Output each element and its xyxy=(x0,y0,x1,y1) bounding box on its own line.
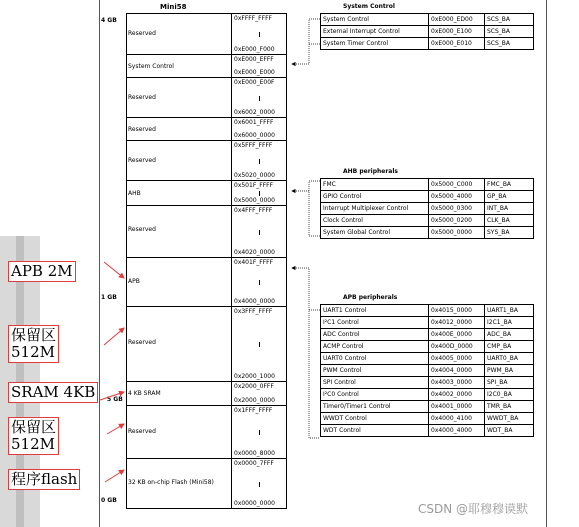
region-name: System Control xyxy=(128,63,174,70)
peripheral-name: ADC Control xyxy=(321,329,429,341)
peripheral-address: 0x4012_0000 xyxy=(429,317,485,329)
annotation-reserved-512m: 保留区 512M xyxy=(8,417,59,455)
region-addr-bottom: 0xE000_F000 xyxy=(234,46,275,53)
region-addr-top: 0x4FFF_FFFF xyxy=(234,207,273,214)
annotation-sram-4kb: SRAM 4KB xyxy=(8,382,98,403)
region-addr-bottom: 0x2000_1000 xyxy=(234,373,275,380)
peripheral-address: 0xE000_ED00 xyxy=(429,14,485,26)
region-addr-bottom: 0x6002_0000 xyxy=(234,109,275,116)
annotation-arrow-reserved-1 xyxy=(104,328,124,345)
peripheral-name: FMC xyxy=(321,179,429,191)
region-addr-top: 0x501F_FFFF xyxy=(234,182,274,189)
region-name: Reserved xyxy=(128,94,156,101)
gb-label-1gb: 1 GB xyxy=(101,294,117,301)
region-name: Reserved xyxy=(128,126,156,133)
peripheral-name: WWDT Control xyxy=(321,413,429,425)
apb-connector xyxy=(292,268,320,438)
peripheral-base: INT_BA xyxy=(485,203,534,215)
peripheral-address: 0x4003_0000 xyxy=(429,377,485,389)
region-name: AHB xyxy=(128,190,141,197)
region-name: APB xyxy=(128,278,140,285)
peripheral-name: System Global Control xyxy=(321,227,429,239)
peripheral-address: 0x4015_0000 xyxy=(429,305,485,317)
peripheral-address: 0x5000_0200 xyxy=(429,215,485,227)
annotation-arrow-flash xyxy=(105,470,124,482)
region-name: Reserved xyxy=(128,428,156,435)
region-addr-bottom: 0x5020_0000 xyxy=(234,172,275,179)
peripheral-base: WDT_BA xyxy=(485,425,534,437)
peripheral-name: ACMP Control xyxy=(321,341,429,353)
region-addr-bottom: 0xE000_E000 xyxy=(234,69,275,76)
annotation-reserved-512m: 保留区 512M xyxy=(8,325,59,363)
region-addr-top: 0x5FFF_FFFF xyxy=(234,142,273,149)
peripheral-base: FMC_BA xyxy=(485,179,534,191)
region-addr-top: 0x6001_FFFF xyxy=(234,119,274,126)
region-addr-top: 0x3FFF_FFFF xyxy=(234,308,273,315)
annotation-arrow-reserved-2 xyxy=(107,424,124,434)
annotation-program-flash: 程序flash xyxy=(8,469,80,490)
peripheral-address: 0x5000_C000 xyxy=(429,179,485,191)
region-name: Reserved xyxy=(128,339,156,346)
peripheral-base: I2C1_BA xyxy=(485,317,534,329)
annotation-arrow-apb xyxy=(104,262,124,278)
region-addr-bottom: 0x4020_0000 xyxy=(234,249,275,256)
watermark: CSDN @耶穆穆谟默 xyxy=(418,502,529,516)
peripheral-name: Clock Control xyxy=(321,215,429,227)
annotation-arrow-sram xyxy=(100,392,124,400)
peripheral-name: I²C1 Control xyxy=(321,317,429,329)
system-control-title: System Control xyxy=(343,3,395,10)
peripheral-name: System Control xyxy=(321,14,429,26)
region-addr-top: 0xFFFF_FFFF xyxy=(234,15,272,22)
peripheral-base: WWDT_BA xyxy=(485,413,534,425)
region-addr-top: 0x0000_7FFF xyxy=(234,460,274,467)
peripheral-name: UART0 Control xyxy=(321,353,429,365)
peripheral-name: System Timer Control xyxy=(321,38,429,50)
peripheral-address: 0x4005_0000 xyxy=(429,353,485,365)
peripheral-name: GPIO Control xyxy=(321,191,429,203)
peripheral-base: ADC_BA xyxy=(485,329,534,341)
peripheral-base: SCS_BA xyxy=(485,14,534,26)
peripheral-base: I2C0_BA xyxy=(485,389,534,401)
peripheral-address: 0x4000_4000 xyxy=(429,425,485,437)
region-addr-top: 0xE000_E00F xyxy=(234,79,275,86)
peripheral-name: WDT Control xyxy=(321,425,429,437)
system-control-connector xyxy=(292,19,320,64)
peripheral-address: 0xE000_E100 xyxy=(429,26,485,38)
region-addr-top: 0x2000_0FFF xyxy=(234,383,274,390)
peripheral-name: PWM Control xyxy=(321,365,429,377)
region-addr-bottom: 0x4000_0000 xyxy=(234,298,275,305)
memory-map-title: Mini58 xyxy=(160,3,187,11)
peripheral-address: 0x4002_0000 xyxy=(429,389,485,401)
apb-peripherals-title: APB peripherals xyxy=(343,294,398,301)
peripheral-address: 0x5000_4000 xyxy=(429,191,485,203)
peripheral-name: UART1 Control xyxy=(321,305,429,317)
peripheral-name: External Interrupt Control xyxy=(321,26,429,38)
region-name: 32 KB on-chip Flash (Mini58) xyxy=(128,479,214,486)
peripheral-base: UART0_BA xyxy=(485,353,534,365)
peripheral-address: 0x4004_0000 xyxy=(429,365,485,377)
annotation-apb-2m: APB 2M xyxy=(8,261,76,282)
region-name: 4 KB SRAM xyxy=(128,390,161,397)
peripheral-base: CLK_BA xyxy=(485,215,534,227)
peripheral-address: 0xE000_E010 xyxy=(429,38,485,50)
peripheral-address: 0x4001_0000 xyxy=(429,401,485,413)
peripheral-base: CMP_BA xyxy=(485,341,534,353)
ahb-connector xyxy=(292,181,320,236)
peripheral-base: SPI_BA xyxy=(485,377,534,389)
region-name: Reserved xyxy=(128,226,156,233)
region-addr-bottom: 0x6000_0000 xyxy=(234,132,275,139)
peripheral-address: 0x400D_0000 xyxy=(429,341,485,353)
gb-label-0gb: 0 GB xyxy=(101,497,117,504)
region-addr-top: 0x1FFF_FFFF xyxy=(234,407,273,414)
region-addr-bottom: 0x0000_8000 xyxy=(234,450,275,457)
peripheral-address: 0x5000_0300 xyxy=(429,203,485,215)
peripheral-name: SPI Control xyxy=(321,377,429,389)
peripheral-name: Interrupt Multiplexer Control xyxy=(321,203,429,215)
region-name: Reserved xyxy=(128,30,156,37)
peripheral-base: SCS_BA xyxy=(485,26,534,38)
peripheral-address: 0x400E_0000 xyxy=(429,329,485,341)
peripheral-base: PWM_BA xyxy=(485,365,534,377)
region-addr-bottom: 0x0000_0000 xyxy=(234,500,275,507)
region-addr-top: 0xE000_EFFF xyxy=(234,56,274,63)
peripheral-name: I²C0 Control xyxy=(321,389,429,401)
peripheral-base: TMR_BA xyxy=(485,401,534,413)
peripheral-base: SCS_BA xyxy=(485,38,534,50)
ahb-peripherals-title: AHB peripherals xyxy=(343,168,398,175)
region-addr-bottom: 0x5000_0000 xyxy=(234,197,275,204)
peripheral-address: 0x4000_4100 xyxy=(429,413,485,425)
peripheral-base: GP_BA xyxy=(485,191,534,203)
peripheral-name: Timer0/Timer1 Control xyxy=(321,401,429,413)
region-name: Reserved xyxy=(128,157,156,164)
gb-label-4gb: 4 GB xyxy=(101,17,117,24)
region-addr-bottom: 0x2000_0000 xyxy=(234,397,275,404)
gb-label-5gb: 5 GB xyxy=(107,396,123,403)
region-addr-top: 0x401F_FFFF xyxy=(234,259,274,266)
peripheral-base: SYS_BA xyxy=(485,227,534,239)
peripheral-address: 0x5000_0000 xyxy=(429,227,485,239)
peripheral-base: UART1_BA xyxy=(485,305,534,317)
